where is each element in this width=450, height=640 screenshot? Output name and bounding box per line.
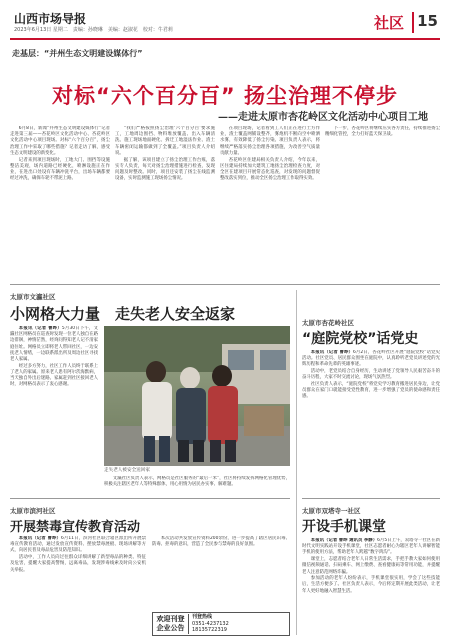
help-kicker: 太原市双塔寺一社区 <box>302 507 361 515</box>
section-divider <box>10 284 440 285</box>
drug-kicker: 太原市滨河社区 <box>10 507 56 515</box>
lead-body-col-4 <box>325 126 440 278</box>
lead-subhead: ——走进太原市杏花岭区文化活动中心项目工地 <box>218 112 428 123</box>
issue-line: 2023年6月13日 星期二 责编：孙晓琳 美编：赵淑花 校对：牛君莉 <box>14 27 173 33</box>
ad-contact-title: 刊登热线 <box>192 614 213 621</box>
school-title: “庭院党校”话党史 <box>302 331 419 347</box>
school-kicker: 太原市杏花岭社区 <box>302 319 354 327</box>
help-byline: 本报讯（记者 曹晔 通讯员 李静） <box>310 538 378 543</box>
volunteer-title: 小网格大力量 走失老人安全返家 <box>10 305 236 323</box>
section-box <box>374 10 414 34</box>
volunteer-paragraph: 经过多方努力，社区工作人员终于联系上了老人的家属。原来老人患有阿尔茨海默病，当天独自外出后迷路。家属赶到社区接回老人时，对网格员表示了衷心感谢。 <box>10 363 98 388</box>
drug-body-col-2 <box>152 536 290 608</box>
help-title: 开设手机课堂 <box>302 519 386 535</box>
drug-byline: 本报讯（记者 曹晔） <box>18 536 61 541</box>
volunteer-byline: 本报讯（记者 曹晔） <box>18 326 62 331</box>
lead-headline: 对标“六个百分百” 扬尘治理不停步 <box>52 84 398 108</box>
school-paragraph-text: 6月2日，杏花岭社区开展“庭院党校”话党史活动。社区党员、居民群众围坐在庭院中，认真聆听老党员讲述党的光辉历程和革命先辈的英雄事迹。 <box>302 350 440 368</box>
drug-paragraph: 活动中，工作人员向过往群众详细讲解了新型毒品的种类、特征及危害，提醒大家提高警惕，远离毒品，发现涉毒线索及时向公安机关举报。 <box>10 555 146 573</box>
lead-body-col-3 <box>220 126 320 278</box>
drug-paragraph <box>10 536 146 555</box>
drug-title: 开展禁毒宣传教育活动 <box>10 520 141 535</box>
lead-paragraph: “我们严格按照扬尘治理‘六个百分百’要求施工，工地周边围挡、物料堆放覆盖、出入车辆清洗、施工现场地面硬化、拆迁工地湿法作业、渣土车辆密闭运输都做到了全覆盖。”项目负责人介绍说。 <box>115 126 215 156</box>
volunteer-kicker: 太原市文瀛社区 <box>10 293 56 301</box>
school-paragraph: 社区负责人表示，“庭院党校”将党史学习教育搬进居民身边，让党员群众在家门口就能接受党性教育，进一步增强了党员的使命感和责任感。 <box>302 382 440 400</box>
page-number: 15 <box>417 12 438 30</box>
school-body <box>302 350 440 490</box>
column-divider <box>296 290 297 635</box>
volunteer-photo <box>104 326 290 466</box>
paper-name: 山西市场导报 <box>14 12 87 26</box>
ad-phone: 0351-4237132 <box>192 620 229 627</box>
volunteer-photo-caption: 走失老人被安全送回家 <box>104 468 150 473</box>
ad-phone: 18135722319 <box>192 627 227 634</box>
volunteer-paragraph: 文瀛社区负责人表示，网格员是社区服务的“最后一米”，社区将持续发挥网格化管理优势，积极关注辖区老年人等特殊群体，用心用情为居民办实事、解难题。 <box>104 476 290 488</box>
help-paragraph <box>302 538 440 557</box>
article-divider <box>10 498 290 499</box>
lead-kicker: 走基层：“并州生态文明建设媒体行” <box>12 49 143 58</box>
lead-paragraph: 下一步，杏花岭区将继续压实各方责任，持续推进扬尘精细化管控，全力打好蓝天保卫战。 <box>325 126 440 138</box>
help-body <box>302 538 440 636</box>
help-paragraph-text: 6月5日上午，双塔寺一社区在新时代文明实践站开设手机课堂，社区志愿者耐心为辖区老年人讲解智能手机的使用方法，帮助老年人跨越“数字鸿沟”。 <box>302 538 440 556</box>
ad-slogan: 欢迎刊登企业公告 <box>153 614 189 634</box>
drug-paragraph-text: 6月11日，滨河社区联合辖区派出所开展禁毒宣传教育活动，通过发放宣传资料、摆放禁毒展板、现场讲解等方式，向居民普及毒品危害及防范知识。 <box>10 536 146 554</box>
volunteer-photo-image <box>104 326 290 466</box>
volunteer-body-col-1 <box>10 326 98 480</box>
school-byline: 本报讯（记者 曹晔） <box>310 350 353 355</box>
section-name: 社区 <box>374 12 414 33</box>
drug-paragraph: 本次活动共发放宣传资料200余份，进一步提高了辖区居民识毒、防毒、拒毒的意识，营造了全民参与禁毒的良好氛围。 <box>152 536 290 548</box>
article-divider <box>302 498 440 499</box>
ad-contact <box>189 614 289 634</box>
lead-paragraph: 6月8日，新闻“并州生态文明建设媒体行”记者走进第三届——杏花岭区文化活动中心、杏花岭区文化活动中心项目现场。对标“六个百分百”，扬尘治理工作中采取了哪些措施？记者走访了解，感受生态文明建设的新变化。 <box>10 126 110 156</box>
drug-body-col-1 <box>10 536 146 636</box>
help-paragraph: 参加活动的老年人纷纷表示，手机课堂很实用，学会了这些技能后，生活方便多了。社区负责人表示，今后将定期开展此类活动，让老年人更好地融入智慧生活。 <box>302 576 440 594</box>
lead-paragraph: 在项目现场，记者看到工人们正在进行土方作业，渣土覆盖网铺设整齐，雾炮机不断向空中喷洒水雾，有效降低了扬尘污染。项目负责人表示，将继续严格落实扬尘治理各项措施，为改善空气质量贡献力量。 <box>220 126 320 156</box>
school-paragraph: 活动中，老党员结合自身经历，生动讲述了党领导人民艰苦奋斗的奋斗历程，大家不时交流讨论，现场气氛热烈。 <box>302 369 440 381</box>
masthead <box>10 8 440 40</box>
lead-paragraph: 记者来到项目现场时，工地大门、围挡等设施整洁美观，场内道路已经硬化，喷淋设施正在作业，在进出口处设有车辆冲洗平台，出场车辆都要经过冲洗，确保车轮不带泥上路。 <box>10 157 110 182</box>
volunteer-paragraph <box>10 326 98 363</box>
ad-box <box>152 612 290 636</box>
volunteer-body-col-2 <box>104 476 290 496</box>
lead-paragraph: 杏花岭区住建局相关负责人介绍，今年以来，区住建局持续加大建筑工地扬尘治理检查力度，对全区在建项目开展常态化巡查，对发现的问题督促整改落实到位，推动全区扬尘治理工作取得实效。 <box>220 157 320 182</box>
lead-paragraph: 据了解，该项目建立了扬尘治理工作台账，落实专人负责，每天对扬尘治理措施进行检查，发现问题及时整改。同时，项目还安装了扬尘在线监测设备，实时监测施工现场扬尘情况。 <box>115 157 215 182</box>
lead-body-col-2 <box>115 126 215 278</box>
volunteer-paragraph-text: 5月30日下午，文瀛社区网格员在巡查时发现一位老人独自在路边徘徊，神情茫然，经询问得知老人记不清家庭住址。网格员立即将老人带回社区，一边安抚老人情绪，一边联系派出所及周边社区寻找老人家属。 <box>10 326 98 363</box>
help-paragraph: 课堂上，志愿者结合老年人日常生活需求，手把手教大家如何使用微信视频通话、扫码乘车、网上缴费、查看健康码等常用功能，并提醒老人注意防范网络诈骗。 <box>302 557 440 575</box>
school-paragraph <box>302 350 440 369</box>
lead-body-col-1 <box>10 126 110 278</box>
